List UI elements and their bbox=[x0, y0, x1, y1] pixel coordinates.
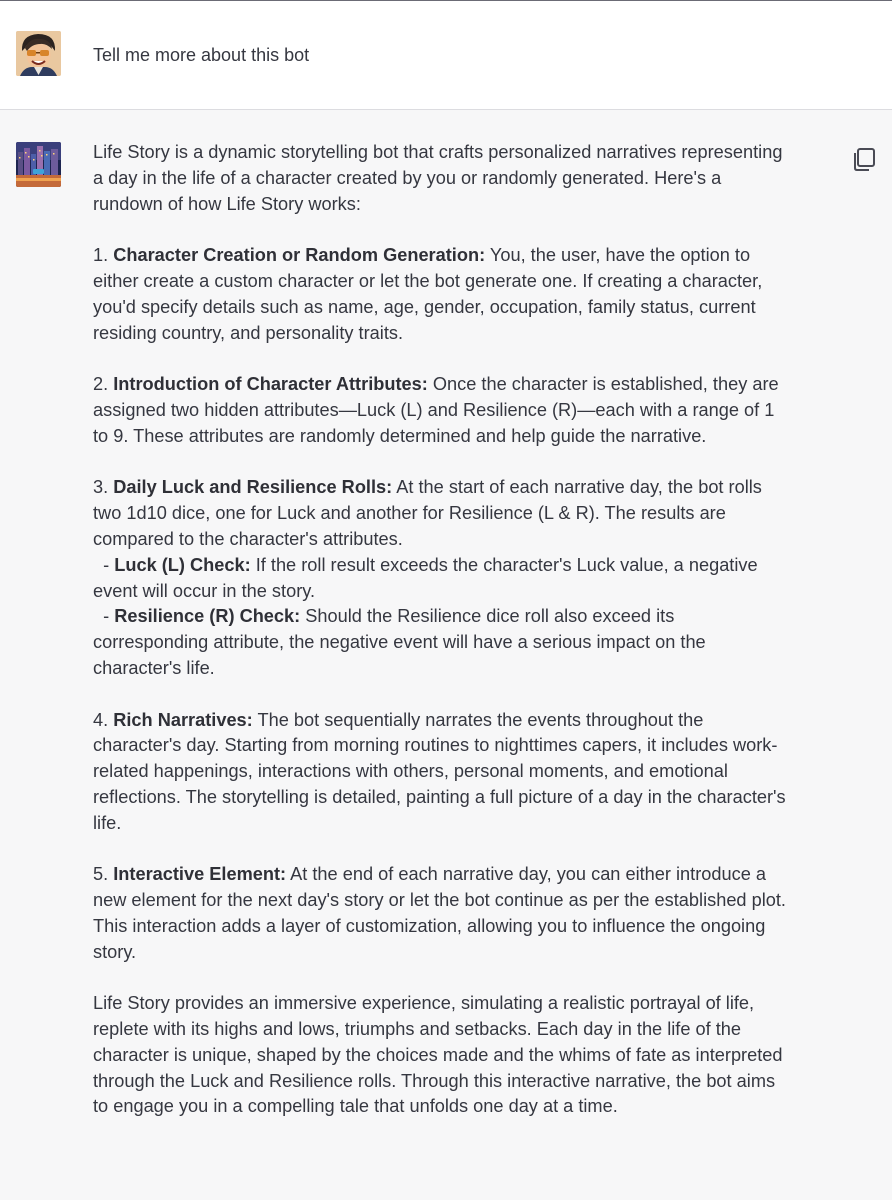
sub-item-dash: - bbox=[103, 554, 115, 575]
sub-item-title: Resilience (R) Check: bbox=[114, 606, 301, 627]
list-item-number: 4. bbox=[93, 709, 109, 730]
list-item-1 bbox=[93, 243, 793, 346]
copy-icon[interactable] bbox=[851, 146, 877, 172]
user-message-text: Tell me more about this bot bbox=[93, 45, 310, 65]
list-item-number: 5. bbox=[93, 864, 109, 885]
list-item-title: Interactive Element: bbox=[113, 864, 287, 885]
list-item-number: 2. bbox=[93, 374, 109, 395]
user-avatar-icon bbox=[16, 31, 61, 76]
bot-message-text bbox=[93, 140, 793, 1120]
list-item-text: At the end of each narrative day, you can either introduce a new element for the next day's story or let the bot continue as per the established plot. This interaction adds a layer of customization, allowing you to influence the ongoing story. bbox=[93, 864, 786, 962]
list-item-5 bbox=[93, 862, 793, 965]
list-item-title: Daily Luck and Resilience Rolls: bbox=[113, 477, 393, 498]
user-message-row bbox=[0, 1, 892, 110]
bot-intro-paragraph: Life Story is a dynamic storytelling bot that crafts personalized narratives representing a day in the life of a character created by you or randomly generated. Here's a rundown of how Life Story works: bbox=[93, 142, 783, 214]
sub-item-luck-check bbox=[93, 553, 793, 605]
bot-message-row bbox=[0, 110, 892, 1200]
list-item-text: You, the user, have the option to either create a custom character or let the bot generate one. If creating a character, you'd specify details such as name, age, gender, occupation, family status, current residing country, and personality traits. bbox=[93, 245, 763, 343]
list-item-3 bbox=[93, 475, 793, 681]
list-item-text: The bot sequentially narrates the events throughout the character's day. Starting from morning routines to nighttimes capers, it includes work-related happenings, interactions with others, personal moments, and emotional reflections. The storytelling is detailed, painting a full picture of a day in the character's life. bbox=[93, 709, 786, 833]
list-item-number: 3. bbox=[93, 477, 109, 498]
sub-item-title: Luck (L) Check: bbox=[114, 554, 251, 575]
list-item-number: 1. bbox=[93, 245, 109, 266]
sub-item-text: If the roll result exceeds the character's Luck value, a negative event will occur in the story. bbox=[93, 554, 758, 601]
list-item-text: At the start of each narrative day, the bot rolls two 1d10 dice, one for Luck and another for Resilience (L & R). The results are compared to the character's attributes. bbox=[93, 477, 762, 549]
sub-item-resilience-check bbox=[93, 604, 793, 681]
list-item-title: Introduction of Character Attributes: bbox=[113, 374, 428, 395]
bot-outro-paragraph: Life Story provides an immersive experience, simulating a realistic portrayal of life, replete with its highs and lows, triumphs and setbacks. Each day in the life of the character is unique, shaped by the choices made and the whims of fate as interpreted through the Luck and Resilience rolls. Through this interactive narrative, the bot aims to engage you in a compelling tale that unfolds one day at a time. bbox=[93, 993, 783, 1117]
list-item-2 bbox=[93, 372, 793, 449]
city-skyline-avatar-icon bbox=[16, 142, 61, 187]
list-item-title: Rich Narratives: bbox=[113, 709, 253, 730]
sub-item-text: Should the Resilience dice roll also exceed its corresponding attribute, the negative event will have a serious impact on the character's life. bbox=[93, 606, 706, 678]
sub-item-dash: - bbox=[103, 606, 115, 627]
list-item-text: Once the character is established, they are assigned two hidden attributes—Luck (L) and Resilience (R)—each with a range of 1 to 9. These attributes are randomly determined and help guide the narrative. bbox=[93, 374, 779, 446]
list-item-4 bbox=[93, 708, 793, 837]
list-item-title: Character Creation or Random Generation: bbox=[113, 245, 486, 266]
